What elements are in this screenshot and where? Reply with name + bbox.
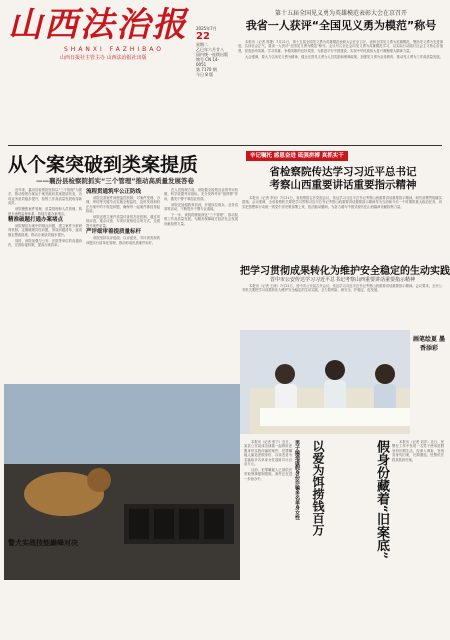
bottom-story-2-body: 本报讯（记者 刘洋）近日，民警在工作中发现一名男子使用虚假身份长期生活，经深入调查，发现其身负旧案，长期潜逃。民警依法将其抓获归案。 bbox=[392, 440, 444, 462]
page-count: 今日 8 版 bbox=[196, 72, 214, 77]
mid-story-3-body: 本报讯（记者 王涛）7月21日，晋中市公安局召开会议，传达学习习近平总书记考察山西重要讲话重要指示精神。会议要求，全市公安机关要把学习成果转化为维护安全稳定的生动实践，全力防风险、保安全、护稳定、促发展。 bbox=[242, 284, 442, 293]
masthead bbox=[8, 6, 223, 60]
mid-subheadline-3: 晋中市公安传达学习习近平总书记考察山西重要讲话重要指示精神 bbox=[269, 277, 415, 283]
lead-headline: 从个案突破到类案提质 bbox=[8, 154, 199, 176]
lead-column-3: 在人员管理方面，该院健全检察官业绩考评机制，科学设置考评指标，充分发挥考评“指挥棒”作用，激发干警干事创业热情。 该院还加强教育培训，开展岗位练兵、业务竞赛等活动，不断提升干警专业素能。 下一步，该院将继续深化“三个管理”，推动检察工作高质量发展，为服务保障地方经济社会发展贡献检察力量。 bbox=[164, 188, 238, 226]
lead-subheadline: ——襄汾县检察院抓实“三个管理”推动高质量发展答卷 bbox=[36, 177, 195, 185]
painting-photo-illustration bbox=[240, 330, 430, 434]
logo-pinyin: SHANXI FAZHIBAO bbox=[64, 46, 164, 53]
date-box bbox=[196, 26, 228, 76]
mid-headline-3: 把学习贯彻成果转化为维护安全稳定的生动实践 bbox=[240, 266, 450, 277]
mid-headline-line2: 考察山西重要讲话重要指示精神 bbox=[269, 179, 417, 191]
issue-code: 国内统一连续出版物号 CN 14-0051 bbox=[196, 52, 228, 67]
newspaper-logo: 山西法治报 bbox=[8, 5, 188, 45]
children-painting-photo bbox=[240, 330, 430, 434]
bottom-caption-headline: 警犬实战技能巅峰对决 bbox=[8, 539, 78, 547]
top-kicker: 第十五届全国见义勇为英雄模范表彰大会在京召开 bbox=[274, 10, 407, 17]
lead-column-1: 近年来，襄汾县检察院坚持以“三个管理”为抓手，推动检察办案从个案突破向类案提质转变，各项业务质效稳步提升，检察工作高质量发展取得新成效。 该院聚焦案件管理、质量管理和人员管理，构建全流程监督体系，持续打通办案堵点。 精准破题打通办案堵点 该院紧盯办案中的难点问题，建立案件分析研判机制，定期梳理共性问题，形成问题清单，逐项制定整改措施，推动办案质效稳步提升。 同时，该院加强与公安、法院等单位的沟通协作，完善衔接机制，提高办案效率。 bbox=[8, 188, 82, 247]
lead-section-1: 精准破题打通办案堵点 bbox=[8, 216, 64, 223]
vertical-subheadline-1: 男子编造虚假身份诈骗多名单身女性 bbox=[294, 440, 300, 520]
photo-caption-box bbox=[410, 330, 448, 434]
red-slogan-tag: 辛记嘱托 感恩奋进 砥强拼搏 真抓实干 bbox=[246, 151, 348, 161]
mid-headline-line1: 省检察院传达学习习近平总书记 bbox=[269, 166, 417, 178]
lead-section-3: 严评细审着提质量标杆 bbox=[86, 229, 142, 236]
photo-caption-title: 画笔绘夏 墨香添彩 bbox=[412, 336, 446, 352]
bottom-story-1-body: 本报讯（记者 张宁）近日，某县公安局成功侦破一起利用虚假身份实施诈骗的案件，犯罪嫌疑人编造虚假身份，以谈恋爱为名骗取多名单身女性钱财共计百余万元。 目前，犯罪嫌疑人已被依法采取刑事强制措施，案件正在进一步侦办中。 bbox=[244, 440, 292, 481]
vertical-headline-1: 以爱为饵捞钱百万 bbox=[311, 440, 325, 536]
lead-column-2: 流程贯通筑牢公正防线 该院完善案件流程监控机制，对案件受理、办理、审结等关键节点实施全程监控，及时发现和纠正办案中的不规范问题，确保每一起案件都经得起检验。 该院还建立案件质量评查常态化机制，通过常规评查、重点评查、专项评查相结合的方式，全面提升案件质量。 严评细审着提质量标杆 该院坚持以评促改、以评促优，对评查发现的问题实行清单化管理，推动形成优质案件标杆。 bbox=[86, 189, 160, 245]
mid-headline bbox=[243, 166, 443, 192]
date-year: 2025年7月 bbox=[196, 26, 217, 31]
lead-section-2: 流程贯通筑牢公正防线 bbox=[86, 189, 142, 195]
police-dog-photo-illustration bbox=[4, 384, 240, 580]
date-lunar: 乙巳年六月廿八 bbox=[196, 47, 224, 52]
top-headline: 我省一人获评“全国见义勇为模范”称号 bbox=[245, 19, 437, 32]
publisher-line: 山西日报社主管主办 山西法治报社出版 bbox=[60, 55, 147, 61]
top-story-body: 本报讯（记者 郭蕾）7月21日，第十五届全国见义勇为英雄模范表彰大会在京召开，表彰全国见义勇为英雄模范，褒扬见义勇为先进事迹，弘扬社会正气。我省一人获评“全国见义勇为模范”称号。会议号召全社会向见义勇为英雄模范学习，以实际行动践行社会主义核心价值观，营造崇尚英雄、学习英雄、争做英雄的良好氛围，为推进平安中国建设、实现中华民族伟大复兴凝聚强大精神力量。 大会强调，要大力弘扬见义勇为精神，健全完善见义勇为人员奖励和保障政策，加强见义勇为宣传教育，推动见义勇为工作高质量发展。 bbox=[238, 40, 443, 59]
date-day: 22 bbox=[196, 31, 210, 42]
top-story bbox=[238, 8, 444, 33]
issue-number: 第 7170 期 bbox=[196, 67, 217, 72]
date-weekday: 星期二 bbox=[196, 42, 208, 47]
police-dog-photo bbox=[4, 384, 240, 580]
mid-story-body: 本报讯（记者 李钊）7月21日，省检察院召开党组会议，传达学习习近平总书记考察山西重要讲话重要指示精神，研究部署贯彻落实措施。会议强调，全省检察机关要把学习贯彻习近平总书记考察山西重要讲话重要指示精神作为当前和今后一个时期的重大政治任务，切实把思想和行动统一到党中央决策部署上来，依法能动履职，为奋力谱写中国式现代化山西篇章贡献检察力量。 bbox=[242, 196, 442, 209]
vertical-headline-2: 假身份藏着“旧案底” bbox=[374, 440, 389, 559]
